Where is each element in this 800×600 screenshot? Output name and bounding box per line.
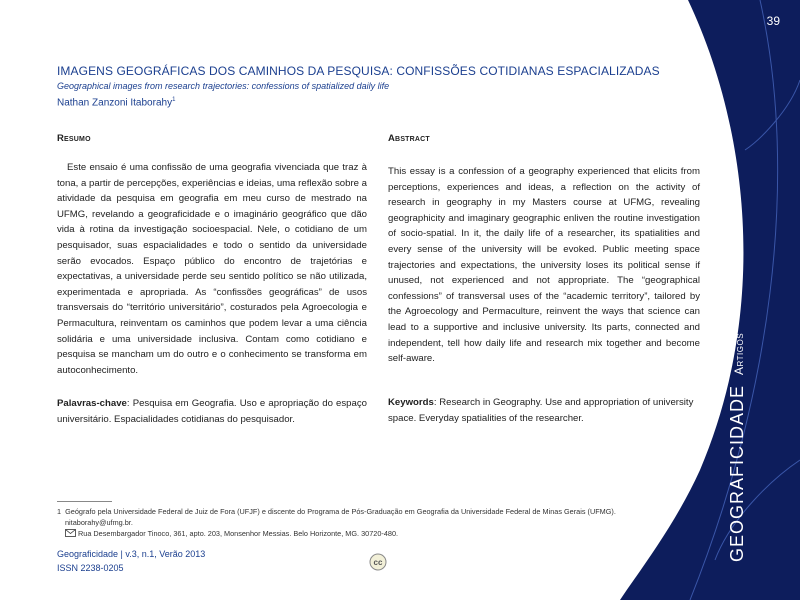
- envelope-icon: [65, 529, 76, 537]
- footnote-mark: 1: [172, 97, 176, 103]
- journal-info: Geograficidade | v.3, n.1, Verão 2013: [57, 549, 206, 559]
- keywords-text: : Research in Geography. Use and appropriation of university space. Everyday spatialities of the researcher.: [388, 397, 694, 424]
- creative-commons-icon: [369, 553, 387, 571]
- footnote-address-line: [57, 528, 657, 539]
- issn: ISSN 2238-0205: [57, 563, 124, 573]
- resumo-body: Este ensaio é uma confissão de uma geografia vivenciada que traz à tona, a partir de percepções, experiências e ideias, uma reflexão sobre a atividade da pesquisa em geografia em meu curso de mestrado na UFMG, revelando a geograficidade e o imaginário geográfico que dão vida à rotina da investigação socioespacial. Nele, o cotidiano de um pesquisador, suas espacialidades e todo o sentido da universidade serão evocados. Espaço público do encontro de trajetórias e expectativas, a universidade perde seu sentido político se não utilizada, experimentada e apropriada. As “confissões geográficas” de usos transversais do “território universitário”, costurados pela Agroecologia e Permacultura, reinventam os caminhos que podem levar a uma ciência solidária e uma universidade inclusiva. Contam como cotidiano e pesquisa se mancham um do outro e o conhecimento se transforma em autoconhecimento.: [57, 162, 367, 376]
- keywords: [388, 395, 700, 426]
- footnote-number: 1: [57, 507, 62, 516]
- page-number: 39: [766, 14, 780, 28]
- palavras-chave-text: : Pesquisa em Geografia. Uso e apropriação do espaço universitário. Espacialidades cotidianas do pesquisador.: [57, 398, 367, 425]
- abstract-body: This essay is a confession of a geography experienced that elicits from perceptions, experiences and ideas, a reflection on the activity of research in geography in my Masters course at UFMG, revealing geographicity and imaginary geographic enliven the routine investigation of socio-spatial. In it, the daily life of a researcher, its spatialities and every sense of the university will be evoked. Public meeting space trajectories and expectations, the university loses its political sense if unused, not experienced and not appropriate. The “geographical confessions” of transversal uses of the “academic territory”, tailored by the Agroecology and Permaculture, reinvent the ways that science can lead to a supportive and inclusive university. Its parts, connected and independent, tell how daily life and research mix together and become self-aware.: [388, 166, 700, 365]
- footnote-email[interactable]: nitaborahy@ufmg.br.: [65, 518, 133, 527]
- abstract-heading: Abstract: [388, 133, 430, 144]
- cc-label: cc: [373, 558, 383, 567]
- footnote-line: [57, 506, 657, 517]
- resumo-column: [57, 160, 367, 378]
- abstract-column: [388, 164, 700, 367]
- author-name: Nathan Zanzoni Itaborahy: [57, 97, 173, 109]
- footnote-address: Rua Desembargador Tinoco, 361, apto. 203, Monsenhor Messias. Belo Horizonte, MG. 30720-480.: [78, 529, 399, 538]
- side-title: [727, 333, 748, 562]
- author: [57, 97, 175, 108]
- footnote: [57, 506, 657, 539]
- resumo-heading: Resumo: [57, 133, 91, 144]
- palavras-chave: [57, 396, 367, 427]
- footnote-text: Geógrafo pela Universidade Federal de Juiz de Fora (UFJF) e discente do Programa de Pós-Graduação em Geografia da Universidade Federal de Minas Gerais (UFMG).: [65, 507, 616, 516]
- side-journal-name: GEOGRAFICIDADE: [727, 384, 747, 562]
- keywords-label: Keywords: [388, 397, 434, 408]
- side-section-name: Artigos: [732, 332, 746, 375]
- paper-title: IMAGENS GEOGRÁFICAS DOS CAMINHOS DA PESQUISA: CONFISSÕES COTIDIANAS ESPACIALIZADAS: [57, 64, 660, 78]
- palavras-chave-label: Palavras-chave: [57, 398, 127, 409]
- paper-subtitle: Geographical images from research trajectories: confessions of spatialized daily life: [57, 81, 390, 91]
- footnote-rule: [57, 501, 112, 502]
